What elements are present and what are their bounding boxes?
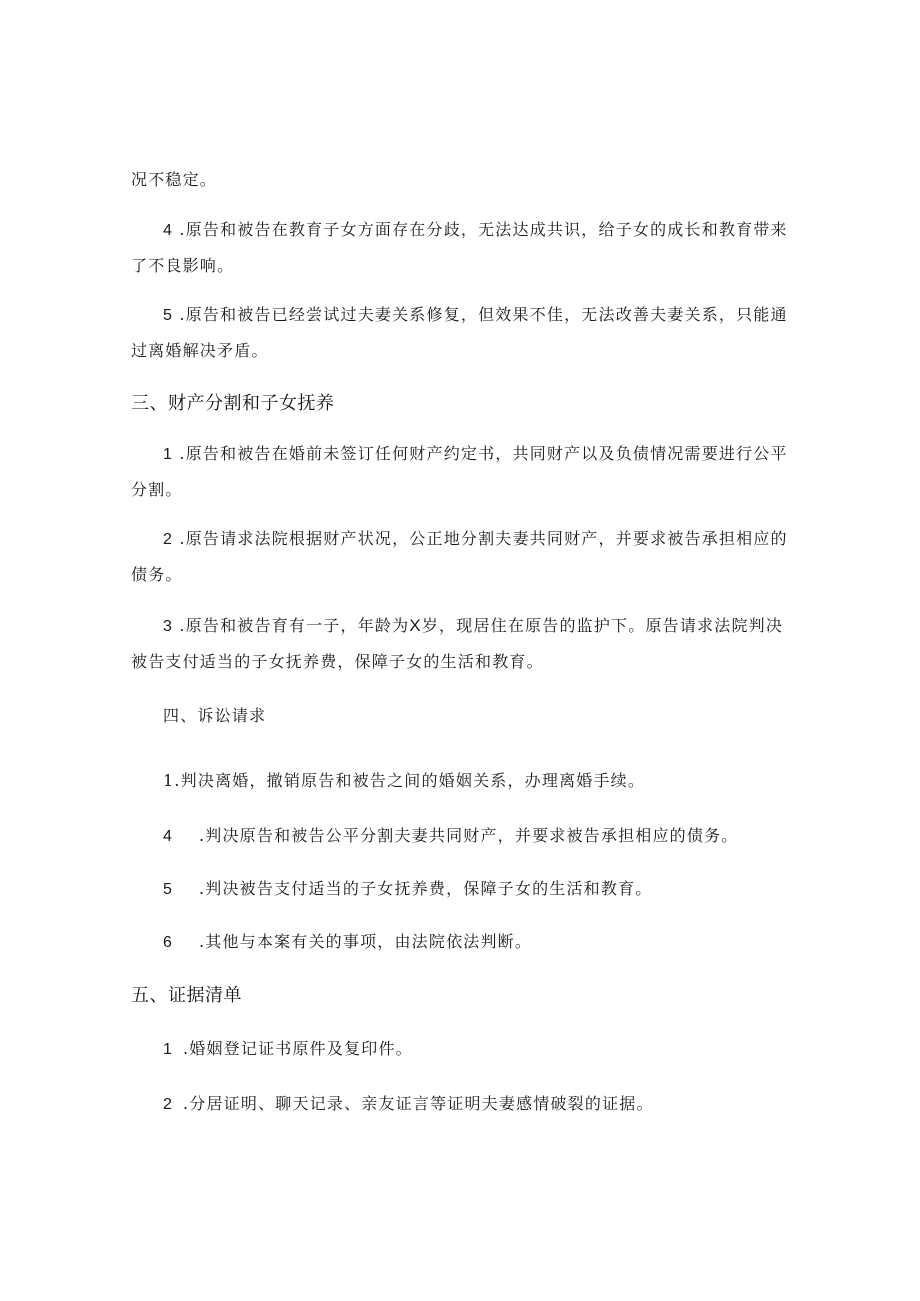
list-number: 2 bbox=[163, 1096, 174, 1113]
evidence-item-2 bbox=[163, 1094, 823, 1115]
claim-item-4 bbox=[163, 932, 823, 953]
paragraph-text: .婚姻登记证书原件及复印件。 bbox=[183, 1039, 413, 1058]
paragraph-text: .判决原告和被告公平分割夫妻共同财产，并要求被告承担相应的债务。 bbox=[199, 826, 739, 845]
paragraph-text: 被告支付适当的子女抚养费，保障子女的生活和教育。 bbox=[131, 652, 544, 671]
paragraph-text: .判决被告支付适当的子女抚养费，保障子女的生活和教育。 bbox=[199, 879, 653, 898]
paragraph-text: 过离婚解决矛盾。 bbox=[131, 341, 269, 360]
paragraph-text: .原告和被告育有一子，年龄为 bbox=[179, 616, 410, 635]
list-number: 6 bbox=[163, 934, 174, 951]
list-number: 4 bbox=[163, 222, 174, 239]
paragraph-text: 分割。 bbox=[131, 480, 183, 499]
list-number: 3 bbox=[163, 618, 174, 635]
list-number: 5 bbox=[163, 881, 174, 898]
section-heading-4: 四、诉讼请求 bbox=[163, 706, 267, 725]
section-heading-3: 三、财产分割和子女抚养 bbox=[131, 393, 335, 414]
claim-item-3 bbox=[163, 879, 823, 900]
list-item-4-line1 bbox=[163, 220, 790, 241]
list-item-5-line2 bbox=[131, 341, 791, 361]
claim-item-2 bbox=[163, 826, 823, 847]
list-number: 1 bbox=[163, 1041, 174, 1058]
list-item-5-line1 bbox=[163, 305, 790, 326]
list-number: 5 bbox=[163, 307, 174, 324]
list-item-3-line1 bbox=[163, 616, 790, 637]
list-item-3-line2 bbox=[131, 652, 791, 672]
paragraph-text: 债务。 bbox=[131, 565, 183, 584]
paragraph-text: .其他与本案有关的事项，由法院依法判断。 bbox=[199, 932, 533, 951]
paragraph-text: .原告和被告已经尝试过夫妻关系修复，但效果不佳，无法改善夫妻关系，只能通 bbox=[179, 305, 788, 324]
list-number: 4 bbox=[163, 828, 174, 845]
age-placeholder: X bbox=[409, 616, 422, 635]
list-item-4-line2 bbox=[131, 256, 791, 276]
paragraph-text: .原告和被告在教育子女方面存在分歧，无法达成共识，给子女的成长和教育带来 bbox=[179, 220, 788, 239]
section-heading-5: 五、证据清单 bbox=[131, 985, 242, 1006]
paragraph-text: 况不稳定。 bbox=[131, 170, 218, 189]
paragraph-text: 1.判决离婚，撤销原告和被告之间的婚姻关系，办理离婚手续。 bbox=[163, 771, 646, 790]
list-item-2-line2 bbox=[131, 565, 791, 585]
evidence-item-1 bbox=[163, 1039, 823, 1060]
list-number: 2 bbox=[163, 531, 174, 548]
list-number: 1 bbox=[163, 446, 174, 463]
paragraph-text: 了不良影响。 bbox=[131, 256, 235, 275]
paragraph-text: .原告和被告在婚前未签订任何财产约定书，共同财产以及负债情况需要进行公平 bbox=[179, 444, 788, 463]
list-item-2-line1 bbox=[163, 529, 790, 550]
paragraph-line bbox=[131, 170, 791, 190]
claim-item-1 bbox=[163, 771, 823, 791]
paragraph-text: .原告请求法院根据财产状况，公正地分割夫妻共同财产，并要求被告承担相应的 bbox=[179, 529, 788, 548]
list-item-1-line1 bbox=[163, 444, 790, 465]
list-item-1-line2 bbox=[131, 480, 791, 500]
paragraph-text: 岁，现居住在原告的监护下。原告请求法院判决 bbox=[421, 616, 784, 635]
paragraph-text: .分居证明、聊天记录、亲友证言等证明夫妻感情破裂的证据。 bbox=[183, 1094, 654, 1113]
